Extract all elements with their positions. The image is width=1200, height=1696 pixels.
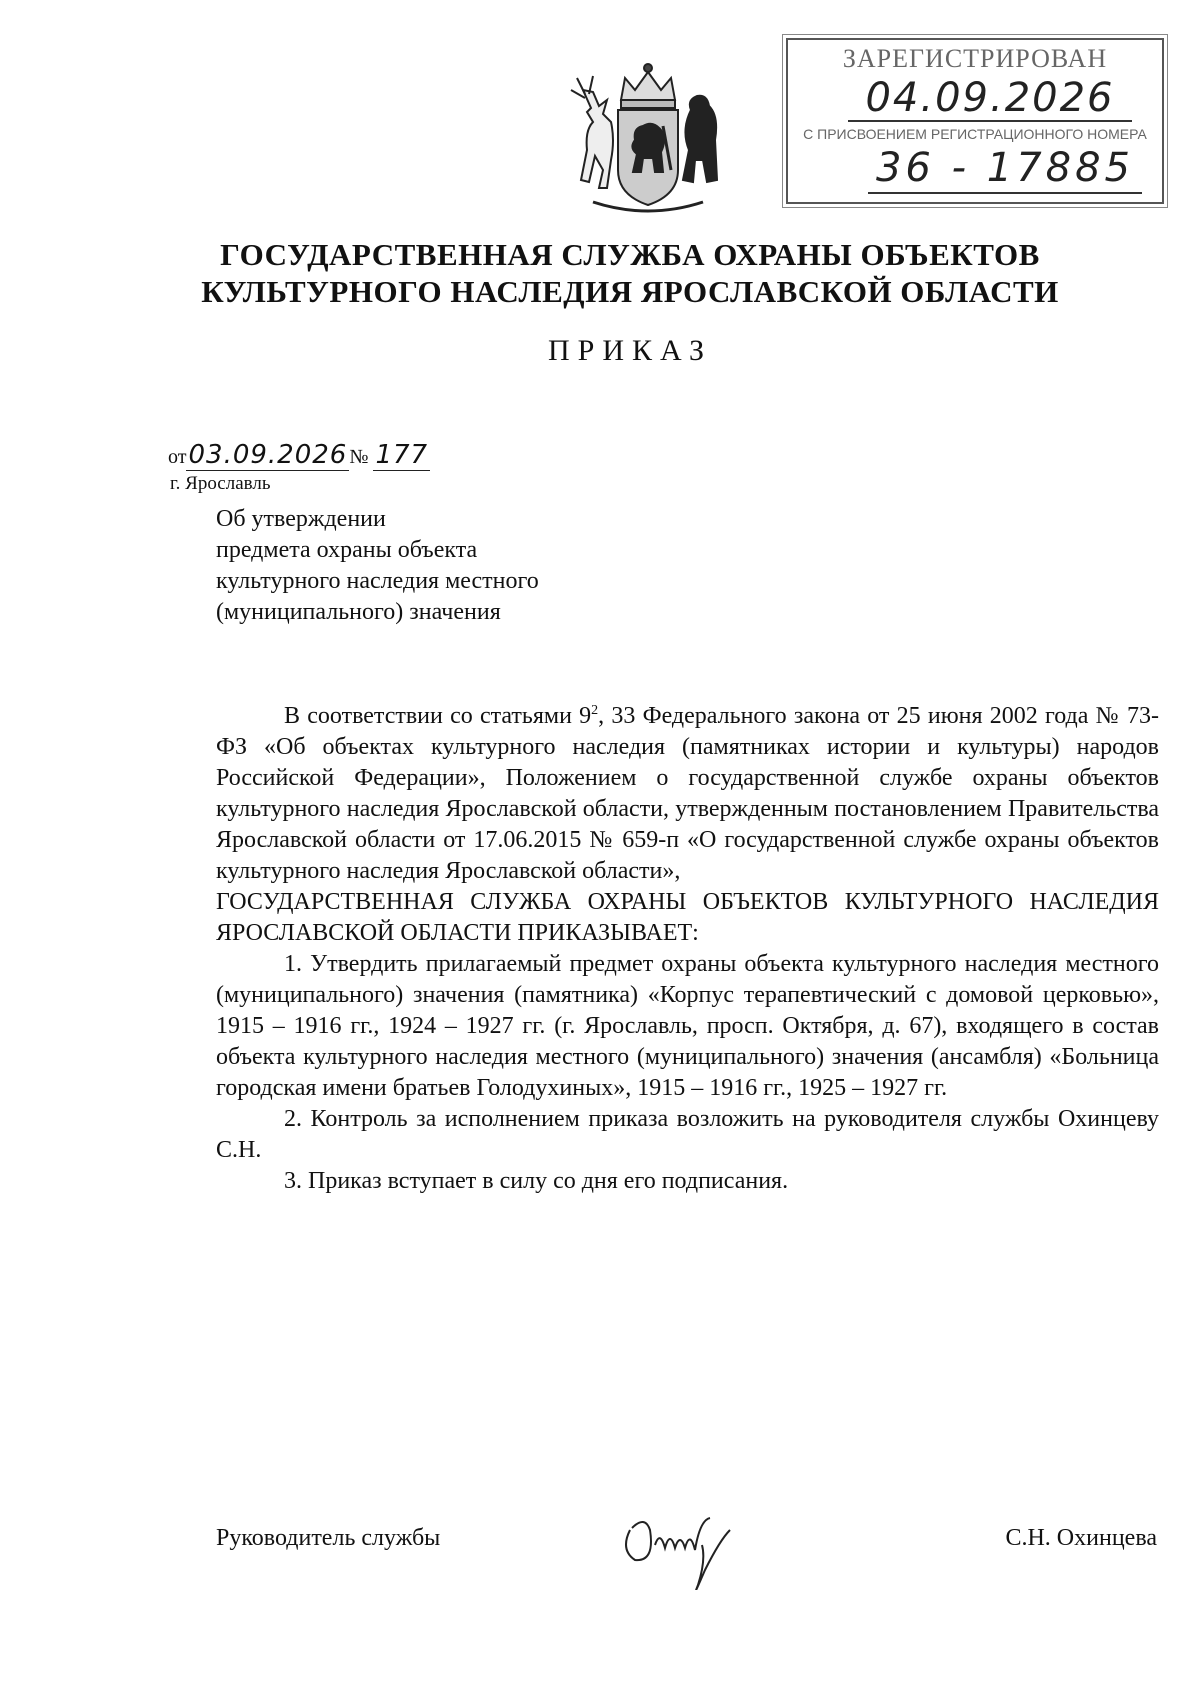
order-date-number [168, 440, 430, 471]
subject-line2: предмета охраны объекта [216, 537, 478, 563]
preamble [216, 701, 1159, 887]
organization-title [120, 236, 1140, 310]
order-date: 03.09.2026 [188, 440, 348, 470]
stamp-date: 04.09.2026 [848, 76, 1132, 122]
order-item-3: 3. Приказ вступает в силу со дня его подписания. [284, 1168, 789, 1194]
coat-of-arms-icon [563, 60, 733, 220]
document-type: ПРИКАЗ [548, 334, 712, 367]
subject-line3: культурного наследия местного [216, 568, 539, 594]
subject-line1: Об утверждении [216, 506, 386, 532]
preamble-superscript: 2 [591, 703, 599, 718]
subject-line4: (муниципального) значения [216, 599, 501, 625]
number-prefix: № [349, 446, 369, 468]
registration-stamp [786, 38, 1164, 204]
orders-clause: ГОСУДАРСТВЕННАЯ СЛУЖБА ОХРАНЫ ОБЪЕКТОВ КУЛЬТУРНОГО НАСЛЕДИЯ ЯРОСЛАВСКОЙ ОБЛАСТИ ПРИКАЗЫВАЕТ: [216, 889, 1159, 946]
order-item-1: 1. Утвердить прилагаемый предмет охраны объекта культурного наследия местного (муниципального) значения (памятника) «Корпус терапевтический с домовой церковью», 1915 – 1916 гг., 1924 – 1927 гг. (г. Ярославль, просп. Октября, д. 67), входящего в состав объекта культурного наследия местного (муниципального) значения (ансамбля) «Больница городская имени братьев Голодухиных», 1915 – 1916 гг., 1925 – 1927 гг. [216, 951, 1159, 1101]
signatory-name: С.Н. Охинцева [1005, 1525, 1157, 1551]
stamp-number: 36 - 17885 [868, 144, 1142, 194]
order-item-2: 2. Контроль за исполнением приказа возложить на руководителя службы Охинцеву С.Н. [216, 1106, 1159, 1163]
org-title-line2: КУЛЬТУРНОГО НАСЛЕДИЯ ЯРОСЛАВСКОЙ ОБЛАСТИ [201, 274, 1059, 309]
stamp-subtitle: С ПРИСВОЕНИЕМ РЕГИСТРАЦИОННОГО НОМЕРА [803, 126, 1147, 142]
order-number: 177 [375, 440, 429, 470]
stamp-title: ЗАРЕГИСТРИРОВАН [842, 44, 1108, 73]
order-body [216, 701, 1159, 1197]
signatory-role: Руководитель службы [216, 1525, 441, 1551]
preamble-part-b: , 33 Федерального закона от 25 июня 2002 года № 73-ФЗ «Об объектах культурного наследия (памятниках истории и культуры) народов Российской Федерации», Положением о государственной службе охраны объектов культурного наследия Ярославской области, утвержденным постановлением Правительства Ярославской области от 17.06.2015 № 659-п «О государственной службе охраны объектов культурного наследия Ярославской области», [216, 703, 1159, 884]
handwritten-signature-icon [610, 1490, 750, 1590]
date-prefix: от [168, 446, 187, 468]
preamble-part-a: В соответствии со статьями 9 [284, 703, 592, 729]
org-title-line1: ГОСУДАРСТВЕННАЯ СЛУЖБА ОХРАНЫ ОБЪЕКТОВ [220, 237, 1040, 272]
order-subject [216, 504, 539, 628]
order-city: г. Ярославль [170, 473, 271, 494]
